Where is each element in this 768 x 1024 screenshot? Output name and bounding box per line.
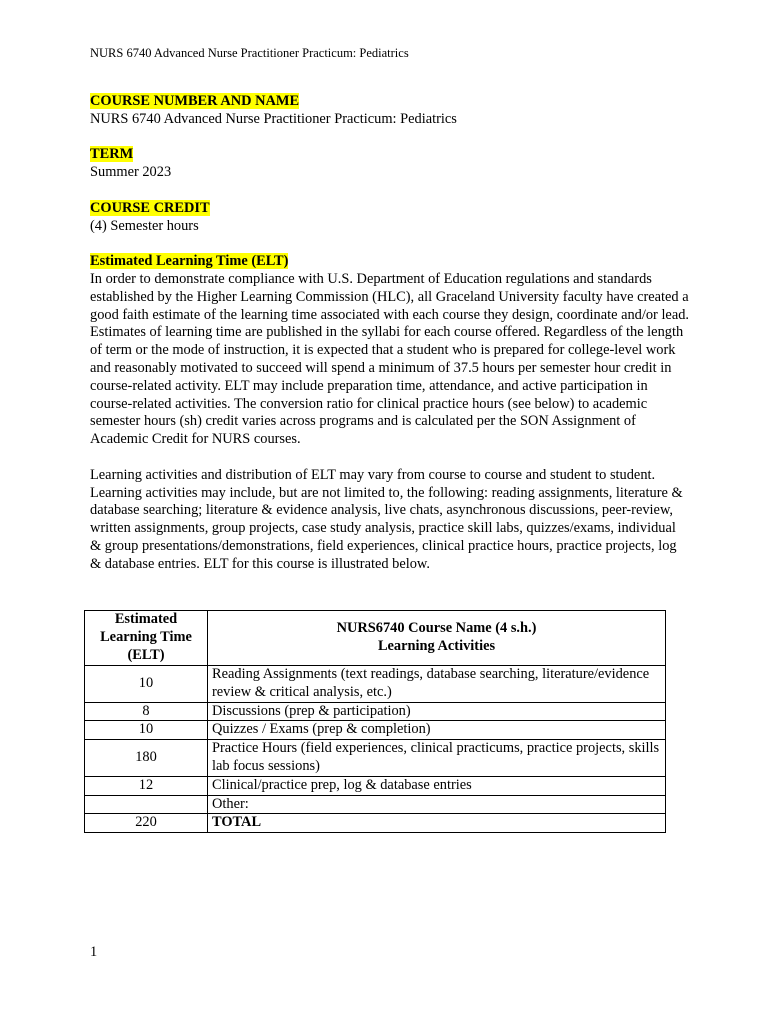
table-total-row <box>85 814 666 833</box>
elt-paragraph-compliance: In order to demonstrate compliance with U.S. Department of Education regulations and standards established by the Higher Learning Commission (HLC), all Graceland University faculty have created a good faith estimate of the learning time associated with each course they design, coordinate and/or lead. Estimates of learning time are published in the syllabi for each course offered. Regardless of the length of term or the mode of instruction, it is expected that a student who is prepared for college-level work and reasonably motivated to succeed will spend a minimum of 37.5 hours per semester hour credit in course-related activity. ELT may include preparation time, attendance, and active participation in course-related activities. The conversion ratio for clinical practice hours (see below) to academic semester hours (sh) credit varies across programs and is calculated per the SON Assignment of Academic Credit for NURS courses. <box>90 270 690 448</box>
elt-hours-cell: 10 <box>85 666 208 703</box>
running-header: NURS 6740 Advanced Nurse Practitioner Practicum: Pediatrics <box>90 46 409 60</box>
course-name-text: NURS 6740 Advanced Nurse Practitioner Practicum: Pediatrics <box>90 110 457 127</box>
term-heading: TERM <box>90 146 134 163</box>
elt-paragraph-activities: Learning activities and distribution of ELT may vary from course to course and student to student. Learning activities may include, but are not limited to, the following: reading assignments, literature & database searching; literature & evidence analysis, live chats, asynchronous discussions, peer-review, written assignments, group projects, case study analysis, practice skill labs, quizzes/exams, individual & group presentations/demonstrations, field experiences, clinical practice hours, practice projects, log & database entries. ELT for this course is illustrated below. <box>90 466 683 572</box>
elt-header-line: Estimated <box>114 611 178 628</box>
elt-hours-cell <box>85 795 208 814</box>
course-section <box>90 93 690 129</box>
elt-hours-cell: 10 <box>85 721 208 740</box>
course-credit-text: (4) Semester hours <box>90 217 199 234</box>
activities-column-header <box>208 611 666 666</box>
activity-cell: Discussions (prep & participation) <box>208 702 666 721</box>
total-label-cell: TOTAL <box>208 814 666 833</box>
term-text: Summer 2023 <box>90 164 172 181</box>
elt-column-header <box>85 611 208 666</box>
elt-hours-cell: 8 <box>85 702 208 721</box>
table-row <box>85 795 666 814</box>
elt-section <box>90 253 690 573</box>
page-number: 1 <box>90 944 98 960</box>
elt-table <box>84 610 666 833</box>
table-row <box>85 740 666 777</box>
activity-cell: Reading Assignments (text readings, database searching, literature/evidence review & critical analysis, etc.) <box>208 666 666 703</box>
elt-total-cell: 220 <box>85 814 208 833</box>
activity-cell: Practice Hours (field experiences, clinical practicums, practice projects, skills lab focus sessions) <box>208 740 666 777</box>
table-header-row <box>85 611 666 666</box>
elt-hours-cell: 180 <box>85 740 208 777</box>
table-row <box>85 702 666 721</box>
activities-header-line: NURS6740 Course Name (4 s.h.) <box>336 620 537 637</box>
activity-cell: Clinical/practice prep, log & database entries <box>208 776 666 795</box>
activity-cell: Quizzes / Exams (prep & completion) <box>208 721 666 740</box>
activities-header-line: Learning Activities <box>377 638 496 654</box>
table-row <box>85 666 666 703</box>
elt-hours-cell: 12 <box>85 776 208 795</box>
elt-header-line: (ELT) <box>127 646 165 663</box>
table-row <box>85 776 666 795</box>
activity-cell: Other: <box>208 795 666 814</box>
elt-heading: Estimated Learning Time (ELT) <box>90 253 289 270</box>
course-credit-heading: COURSE CREDIT <box>90 199 210 216</box>
table-row <box>85 721 666 740</box>
term-section <box>90 146 690 182</box>
elt-header-line: Learning Time <box>100 629 192 646</box>
course-number-heading: COURSE NUMBER AND NAME <box>90 93 300 109</box>
document-body <box>90 93 690 591</box>
credit-section <box>90 200 690 236</box>
